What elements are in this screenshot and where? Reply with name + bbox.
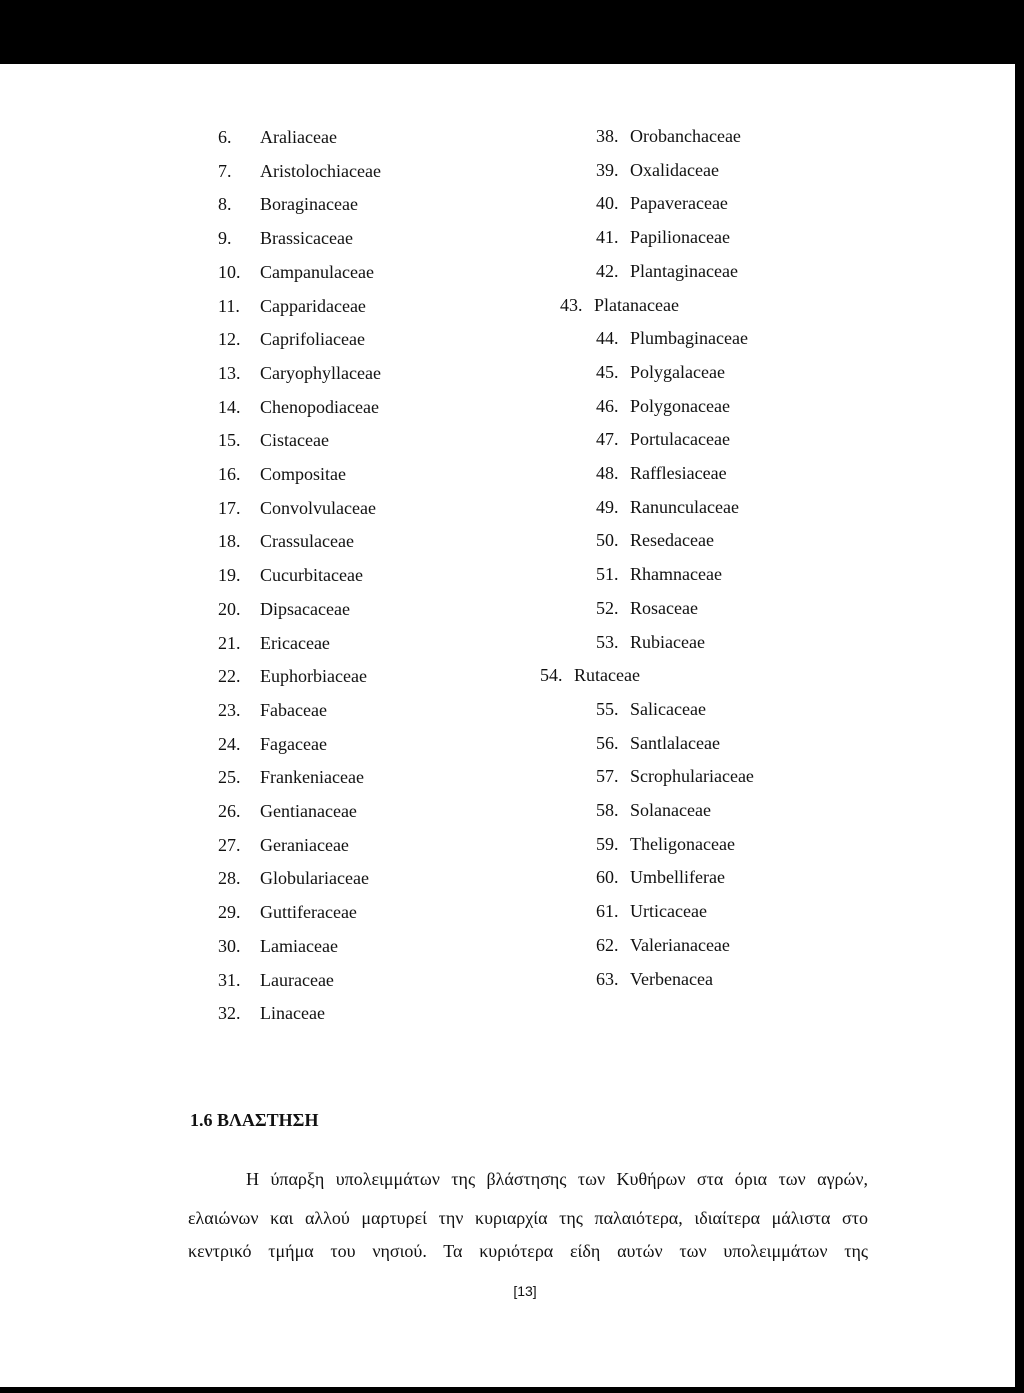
item-number: 50. <box>596 530 619 550</box>
family-name: Polygonaceae <box>630 396 730 416</box>
family-name: Platanaceae <box>594 295 679 315</box>
family-list-item <box>218 902 357 922</box>
family-name: Rubiaceae <box>630 632 705 652</box>
family-list-item <box>218 599 350 619</box>
family-list-item <box>596 867 725 887</box>
page-number: [13] <box>513 1283 537 1299</box>
family-name: Verbenacea <box>630 969 713 989</box>
item-number: 51. <box>596 564 619 584</box>
family-list-item <box>596 766 754 786</box>
family-name: Globulariaceae <box>260 868 369 888</box>
family-list-item <box>596 699 706 719</box>
family-name: Salicaceae <box>630 699 706 719</box>
family-name: Ericaceae <box>260 633 330 653</box>
family-list-item <box>218 262 374 282</box>
family-list-item <box>596 834 735 854</box>
item-number: 31. <box>218 970 241 990</box>
family-list-item <box>218 868 369 888</box>
family-list-item <box>218 296 366 316</box>
item-number: 60. <box>596 867 619 887</box>
family-list-item <box>218 498 376 518</box>
item-number: 6. <box>218 127 232 147</box>
item-number: 30. <box>218 936 241 956</box>
family-list-item <box>596 901 707 921</box>
family-name: Lauraceae <box>260 970 334 990</box>
family-name: Frankeniaceae <box>260 767 364 787</box>
family-name: Crassulaceae <box>260 531 354 551</box>
scan-border-right <box>1015 0 1024 1393</box>
family-name: Rafflesiaceae <box>630 463 727 483</box>
family-name: Plantaginaceae <box>630 261 738 281</box>
family-list-item <box>596 227 730 247</box>
family-name: Rutaceae <box>574 665 640 685</box>
family-name: Papilionaceae <box>630 227 730 247</box>
item-number: 40. <box>596 193 619 213</box>
paragraph-line: Η ύπαρξη υπολειμμάτων της βλάστησης των Κυθήρων στα όρια των αγρών, <box>246 1169 868 1189</box>
family-list-item <box>596 935 730 955</box>
family-list-item <box>218 228 353 248</box>
family-list-item <box>560 295 679 315</box>
family-name: Cistaceae <box>260 430 329 450</box>
family-name: Valerianaceae <box>630 935 730 955</box>
item-number: 19. <box>218 565 241 585</box>
family-name: Compositae <box>260 464 346 484</box>
item-number: 8. <box>218 194 232 214</box>
family-name: Portulacaceae <box>630 429 730 449</box>
item-number: 59. <box>596 834 619 854</box>
family-name: Brassicaceae <box>260 228 353 248</box>
family-name: Euphorbiaceae <box>260 666 367 686</box>
item-number: 27. <box>218 835 241 855</box>
item-number: 7. <box>218 161 232 181</box>
family-name: Fagaceae <box>260 734 327 754</box>
family-list-item <box>218 700 327 720</box>
family-list-item <box>218 464 346 484</box>
item-number: 26. <box>218 801 241 821</box>
item-number: 55. <box>596 699 619 719</box>
family-name: Resedaceae <box>630 530 714 550</box>
family-name: Oxalidaceae <box>630 160 719 180</box>
item-number: 46. <box>596 396 619 416</box>
item-number: 25. <box>218 767 241 787</box>
family-name: Plumbaginaceae <box>630 328 748 348</box>
item-number: 10. <box>218 262 241 282</box>
item-number: 9. <box>218 228 232 248</box>
family-name: Fabaceae <box>260 700 327 720</box>
family-list-item <box>218 397 379 417</box>
family-name: Caryophyllaceae <box>260 363 381 383</box>
family-name: Caprifoliaceae <box>260 329 365 349</box>
family-list-item <box>596 497 739 517</box>
family-name: Guttiferaceae <box>260 902 357 922</box>
family-name: Campanulaceae <box>260 262 374 282</box>
item-number: 13. <box>218 363 241 383</box>
item-number: 14. <box>218 397 241 417</box>
family-list-item <box>596 969 713 989</box>
item-number: 21. <box>218 633 241 653</box>
family-list-item <box>218 430 329 450</box>
item-number: 16. <box>218 464 241 484</box>
item-number: 63. <box>596 969 619 989</box>
item-number: 54. <box>540 665 563 685</box>
family-list-item <box>596 261 738 281</box>
item-number: 23. <box>218 700 241 720</box>
family-list-item <box>596 632 705 652</box>
family-list-item <box>596 800 711 820</box>
family-list-item <box>218 363 381 383</box>
item-number: 20. <box>218 599 241 619</box>
family-list-item <box>596 530 714 550</box>
item-number: 47. <box>596 429 619 449</box>
item-number: 39. <box>596 160 619 180</box>
family-list-item <box>218 767 364 787</box>
item-number: 15. <box>218 430 241 450</box>
family-name: Cucurbitaceae <box>260 565 363 585</box>
item-number: 18. <box>218 531 241 551</box>
family-list-item <box>596 362 725 382</box>
family-list-item <box>218 329 365 349</box>
item-number: 61. <box>596 901 619 921</box>
item-number: 48. <box>596 463 619 483</box>
family-list-item <box>218 835 349 855</box>
section-heading: 1.6 ΒΛΑΣΤΗΣΗ <box>190 1110 319 1130</box>
item-number: 17. <box>218 498 241 518</box>
family-list-item <box>596 564 722 584</box>
family-list-item <box>218 565 363 585</box>
item-number: 41. <box>596 227 619 247</box>
scan-border-bottom <box>0 1387 1024 1393</box>
family-list-item <box>218 936 338 956</box>
family-name: Santlalaceae <box>630 733 720 753</box>
item-number: 44. <box>596 328 619 348</box>
family-name: Papaveraceae <box>630 193 728 213</box>
item-number: 42. <box>596 261 619 281</box>
paragraph-line: ελαιώνων και αλλού μαρτυρεί την κυριαρχία της παλαιότερα, ιδιαίτερα μάλιστα στο <box>188 1208 868 1228</box>
item-number: 45. <box>596 362 619 382</box>
family-name: Lamiaceae <box>260 936 338 956</box>
item-number: 32. <box>218 1003 241 1023</box>
family-list-item <box>218 531 354 551</box>
family-name: Convolvulaceae <box>260 498 376 518</box>
item-number: 52. <box>596 598 619 618</box>
family-list-item <box>596 463 727 483</box>
family-name: Aristolochiaceae <box>260 161 381 181</box>
family-name: Ranunculaceae <box>630 497 739 517</box>
item-number: 29. <box>218 902 241 922</box>
family-name: Gentianaceae <box>260 801 357 821</box>
family-list-item <box>596 160 719 180</box>
family-name: Boraginaceae <box>260 194 358 214</box>
family-list-item <box>218 666 367 686</box>
family-list-item <box>596 193 728 213</box>
item-number: 57. <box>596 766 619 786</box>
family-list-item <box>218 1003 325 1023</box>
family-name: Orobanchaceae <box>630 126 741 146</box>
family-name: Dipsacaceae <box>260 599 350 619</box>
family-list-item <box>540 665 640 685</box>
family-name: Chenopodiaceae <box>260 397 379 417</box>
family-list-item <box>596 328 748 348</box>
item-number: 12. <box>218 329 241 349</box>
family-name: Theligonaceae <box>630 834 735 854</box>
item-number: 11. <box>218 296 240 316</box>
family-list-item <box>596 598 698 618</box>
family-list-item <box>218 194 358 214</box>
family-list-item <box>596 126 741 146</box>
family-list-item <box>218 970 334 990</box>
paragraph-line: κεντρικό τμήμα του νησιού. Τα κυριότερα είδη αυτών των υπολειμμάτων της <box>188 1241 868 1261</box>
family-name: Urticaceae <box>630 901 707 921</box>
item-number: 24. <box>218 734 241 754</box>
item-number: 53. <box>596 632 619 652</box>
family-list-item <box>596 429 730 449</box>
item-number: 28. <box>218 868 241 888</box>
family-list-item <box>218 161 381 181</box>
family-name: Rosaceae <box>630 598 698 618</box>
item-number: 49. <box>596 497 619 517</box>
item-number: 22. <box>218 666 241 686</box>
family-list-item <box>596 396 730 416</box>
item-number: 56. <box>596 733 619 753</box>
family-name: Solanaceae <box>630 800 711 820</box>
family-name: Capparidaceae <box>260 296 366 316</box>
family-name: Polygalaceae <box>630 362 725 382</box>
family-name: Rhamnaceae <box>630 564 722 584</box>
family-list-item <box>218 734 327 754</box>
scan-border-top <box>0 0 1024 64</box>
item-number: 43. <box>560 295 583 315</box>
item-number: 58. <box>596 800 619 820</box>
family-name: Umbelliferae <box>630 867 725 887</box>
family-list-item <box>596 733 720 753</box>
family-name: Geraniaceae <box>260 835 349 855</box>
family-list-item <box>218 633 330 653</box>
family-name: Araliaceae <box>260 127 337 147</box>
family-name: Linaceae <box>260 1003 325 1023</box>
family-list-item <box>218 127 337 147</box>
item-number: 38. <box>596 126 619 146</box>
item-number: 62. <box>596 935 619 955</box>
family-name: Scrophulariaceae <box>630 766 754 786</box>
family-list-item <box>218 801 357 821</box>
